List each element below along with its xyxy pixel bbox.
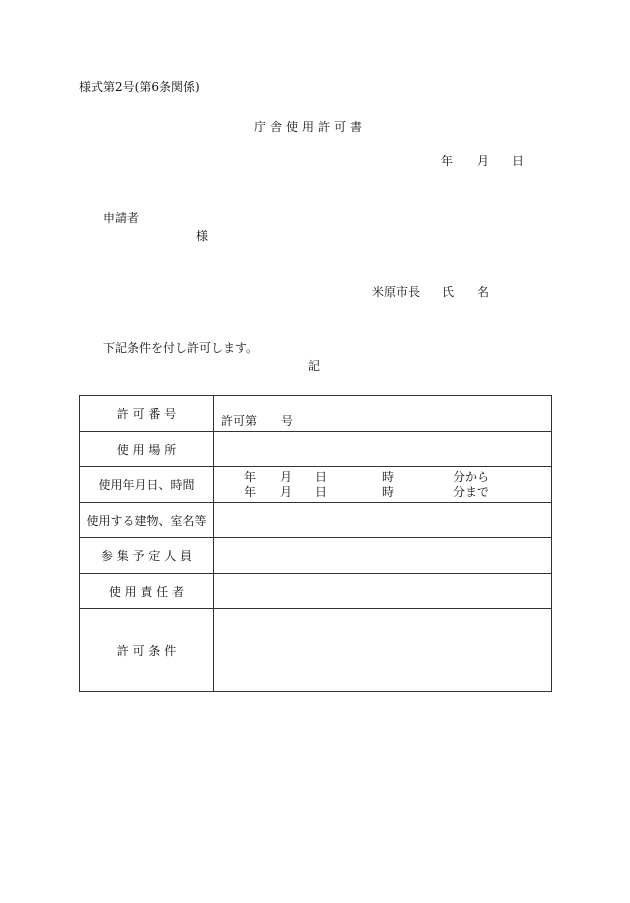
to-day: 日 bbox=[315, 485, 328, 499]
table-row bbox=[80, 503, 552, 538]
value-building-room bbox=[214, 503, 552, 538]
date-year: 年 bbox=[441, 154, 454, 168]
value-responsible-person bbox=[214, 574, 552, 609]
permit-number-text: 許可第 号 bbox=[221, 414, 294, 428]
to-year: 年 bbox=[244, 485, 257, 499]
form-number: 様式第2号(第6条関係) bbox=[79, 80, 200, 94]
label-attendees: 参 集 予 定 人 員 bbox=[80, 538, 214, 574]
label-conditions: 許 可 条 件 bbox=[80, 609, 214, 692]
table-row bbox=[80, 396, 552, 432]
ki-heading: 記 bbox=[308, 359, 321, 373]
label-building-room: 使用する建物、室名等 bbox=[80, 503, 214, 538]
date-day: 日 bbox=[512, 154, 525, 168]
from-day: 日 bbox=[315, 470, 328, 484]
issuer-name-2: 名 bbox=[477, 285, 490, 299]
applicant-honorific: 様 bbox=[196, 229, 209, 243]
issuer-title: 米原市長 bbox=[372, 285, 421, 299]
label-permit-number: 許 可 番 号 bbox=[80, 396, 214, 432]
to-hour: 時 bbox=[382, 485, 395, 499]
from-year: 年 bbox=[244, 470, 257, 484]
label-datetime: 使用年月日、時間 bbox=[80, 467, 214, 503]
to-minute: 分まで bbox=[453, 485, 490, 499]
date-month: 月 bbox=[477, 154, 490, 168]
value-conditions bbox=[214, 609, 552, 692]
value-location bbox=[214, 432, 552, 467]
from-hour: 時 bbox=[382, 470, 395, 484]
label-responsible-person: 使 用 責 任 者 bbox=[80, 574, 214, 609]
table-row bbox=[80, 467, 552, 503]
issuer-name-1: 氏 bbox=[442, 285, 455, 299]
applicant-label: 申請者 bbox=[103, 211, 140, 225]
table-row bbox=[80, 574, 552, 609]
statement: 下記条件を付し許可します。 bbox=[103, 341, 259, 355]
from-month: 月 bbox=[280, 470, 293, 484]
to-month: 月 bbox=[280, 485, 293, 499]
table-row bbox=[80, 432, 552, 467]
value-permit-number bbox=[214, 396, 552, 432]
document-title: 庁舎使用許可書 bbox=[254, 120, 367, 134]
value-attendees bbox=[214, 538, 552, 574]
table-row bbox=[80, 609, 552, 692]
from-minute: 分から bbox=[453, 470, 490, 484]
value-datetime bbox=[214, 467, 552, 503]
table-row bbox=[80, 538, 552, 574]
permit-table bbox=[79, 395, 552, 692]
label-location: 使 用 場 所 bbox=[80, 432, 214, 467]
